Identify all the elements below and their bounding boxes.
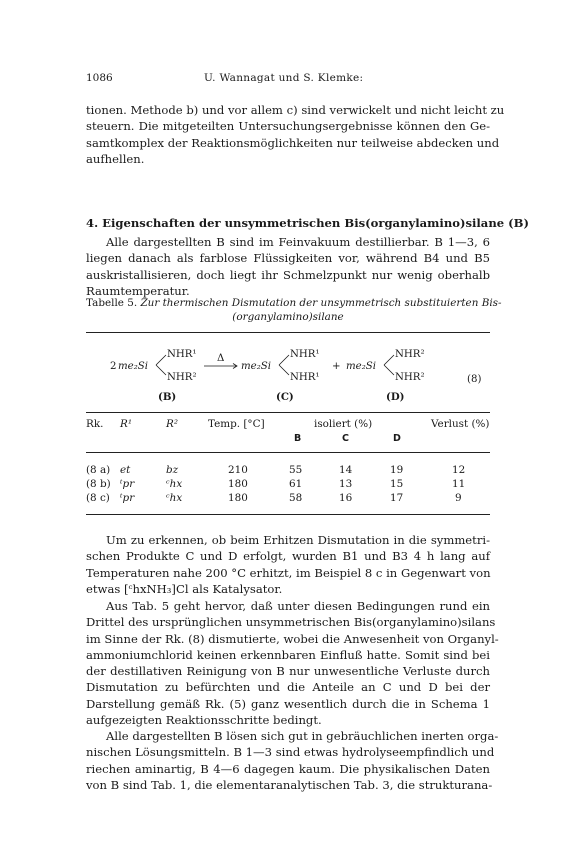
- text-line: Dismutation zu befürchten und die Anteile an C und D bei der: [86, 680, 490, 695]
- col-header-temp: Temp. [°C]: [208, 418, 265, 430]
- equation-c-nhr1-top: NHR¹: [290, 349, 320, 360]
- text-line: Alle dargestellten B lösen sich gut in gebräuchlichen inerten orga-: [106, 729, 499, 743]
- label-b: (B): [158, 391, 177, 403]
- cell-temp: 180: [228, 492, 248, 504]
- cell-r1: ᵗpr: [120, 478, 135, 490]
- cell-r2: ᶜhx: [166, 492, 183, 504]
- equation-me2si-d: me₂Si: [346, 361, 377, 372]
- cell-rk: (8 a): [86, 464, 111, 476]
- table-caption: [86, 296, 502, 324]
- table-caption-title-cont: (organylamino)silane: [232, 311, 344, 323]
- equation-b-nhr1: NHR¹: [167, 349, 197, 360]
- equation-b-nhr2: NHR²: [167, 372, 197, 383]
- cell-temp: 210: [228, 464, 248, 476]
- bond-lines-c: [279, 355, 289, 375]
- cell-c: 13: [339, 478, 353, 490]
- cell-d: 15: [390, 478, 404, 490]
- col-header-b: B: [294, 433, 302, 444]
- equation-d-nhr2-top: NHR²: [395, 349, 425, 360]
- text-line: aufgezeigten Reaktionsschritte bedingt.: [86, 713, 322, 728]
- text-line: tionen. Methode b) und vor allem c) sind verwickelt und nicht leicht zu: [86, 103, 505, 117]
- cell-r2: bz: [166, 464, 179, 476]
- cell-c: 14: [339, 464, 353, 476]
- page-number: 1086: [86, 72, 113, 84]
- equation-me2si-c: me₂Si: [241, 361, 272, 372]
- paragraph-properties: [86, 234, 490, 299]
- cell-rk: (8 b): [86, 478, 111, 490]
- text-line: ammoniumchlorid keinen erkennbaren Einfluß hatte. Somit sind bei: [86, 647, 490, 662]
- text-line: schen Produkte C und D erfolgt, wurden B1 und B3 4 h lang auf: [86, 549, 490, 564]
- text-line: samtkomplex der Reaktionsmöglichkeiten nur teilweise abdecken und: [86, 135, 500, 150]
- label-d: (D): [386, 391, 405, 403]
- text-line: nischen Lösungsmitteln. B 1—3 sind etwas hydrolyseempfindlich und: [86, 745, 495, 760]
- cell-c: 16: [339, 492, 353, 504]
- text-line: aufhellen.: [86, 151, 145, 166]
- equation-drawing: [86, 340, 490, 404]
- text-line: Temperaturen nahe 200 °C erhitzt, im Beispiel 8 c in Gegenwart von: [86, 565, 491, 580]
- reaction-arrow: [204, 364, 237, 369]
- cell-b: 61: [289, 478, 303, 490]
- text-line: auskristallisieren, doch liegt ihr Schmelzpunkt nur wenig oberhalb: [86, 267, 490, 282]
- paragraph-results: [86, 598, 499, 728]
- col-header-rk: Rk.: [86, 418, 104, 430]
- table-header: [86, 418, 490, 448]
- text-line: Drittel des ursprünglichen unsymmetrischen Bis(organylamino)silans: [86, 615, 496, 630]
- text-line: Darstellung gemäß Rk. (5) ganz wesentlich durch die in Schema 1: [86, 696, 490, 711]
- text-line: Alle dargestellten B sind im Feinvakuum destillierbar. B 1—3, 6: [106, 235, 490, 249]
- table-body: [86, 464, 490, 514]
- table-bottom-rule: [86, 514, 490, 515]
- text-line: liegen danach als farblose Flüssigkeiten vor, während B4 und B5: [86, 251, 490, 266]
- text-line: steuern. Die mitgeteilten Untersuchungsergebnisse können den Ge-: [86, 119, 490, 134]
- running-header: [86, 72, 490, 86]
- text-line: von B sind Tab. 1, die elementaranalytischen Tab. 3, die strukturana-: [86, 777, 493, 792]
- cell-b: 55: [289, 464, 303, 476]
- equation-c-nhr1-bottom: NHR¹: [290, 372, 320, 383]
- equation-plus: +: [332, 361, 341, 372]
- text-line: etwas [ᶜhxNH₃]Cl als Katalysator.: [86, 581, 283, 596]
- text-line: der destillativen Reinigung von B nur unwesentliche Verluste durch: [86, 664, 490, 679]
- cell-verlust: 11: [452, 478, 466, 490]
- cell-r2: ᶜhx: [166, 478, 183, 490]
- section-heading: 4. Eigenschaften der unsymmetrischen Bis(organylamino)silane (B): [86, 216, 529, 230]
- equation-me2si-b: me₂Si: [118, 361, 149, 372]
- equation-delta: Δ: [217, 353, 225, 364]
- running-head-authors: U. Wannagat und S. Klemke:: [204, 72, 364, 84]
- cell-d: 19: [390, 464, 404, 476]
- paragraph-intro: [86, 102, 505, 167]
- col-header-r1: R¹: [120, 418, 132, 430]
- cell-temp: 180: [228, 478, 248, 490]
- table-body-rule: [86, 452, 490, 453]
- col-header-isoliert: isoliert (%): [314, 418, 373, 430]
- equation-number: (8): [467, 374, 482, 385]
- table-top-rule: [86, 332, 490, 333]
- cell-verlust: 9: [455, 492, 462, 504]
- reaction-equation: [86, 340, 490, 404]
- text-line: im Sinne der Rk. (8) dismutierte, wobei die Anwesenheit von Organyl-: [86, 631, 499, 646]
- col-header-c: C: [342, 433, 349, 444]
- bond-lines-b: [156, 355, 166, 375]
- cell-b: 58: [289, 492, 303, 504]
- cell-r1: et: [120, 464, 131, 476]
- col-header-d: D: [393, 433, 401, 444]
- cell-verlust: 12: [452, 464, 466, 476]
- text-line: riechen aminartig, B 4—6 dagegen kaum. Die physikalischen Daten: [86, 761, 490, 776]
- label-c: (C): [276, 391, 294, 403]
- cell-d: 17: [390, 492, 404, 504]
- table-caption-title: Zur thermischen Dismutation der unsymmetrisch substituierten Bis-: [140, 297, 502, 309]
- cell-r1: ᵗpr: [120, 492, 135, 504]
- text-line: Aus Tab. 5 geht hervor, daß unter diesen Bedingungen rund ein: [106, 599, 490, 613]
- paragraph-solubility: [86, 728, 499, 793]
- text-line: Um zu erkennen, ob beim Erhitzen Dismutation in die symmetri-: [106, 533, 490, 547]
- equation-d-nhr2-bottom: NHR²: [395, 372, 425, 383]
- col-header-verlust: Verlust (%): [431, 418, 490, 430]
- table-caption-label: Tabelle 5.: [86, 297, 138, 309]
- col-header-r2: R²: [166, 418, 178, 430]
- cell-rk: (8 c): [86, 492, 110, 504]
- bond-lines-d: [384, 355, 394, 375]
- paragraph-dismutation: [86, 532, 490, 597]
- equation-coefficient: 2: [110, 361, 117, 372]
- text-line: Raumtemperatur.: [86, 283, 190, 298]
- table-header-rule: [86, 412, 490, 413]
